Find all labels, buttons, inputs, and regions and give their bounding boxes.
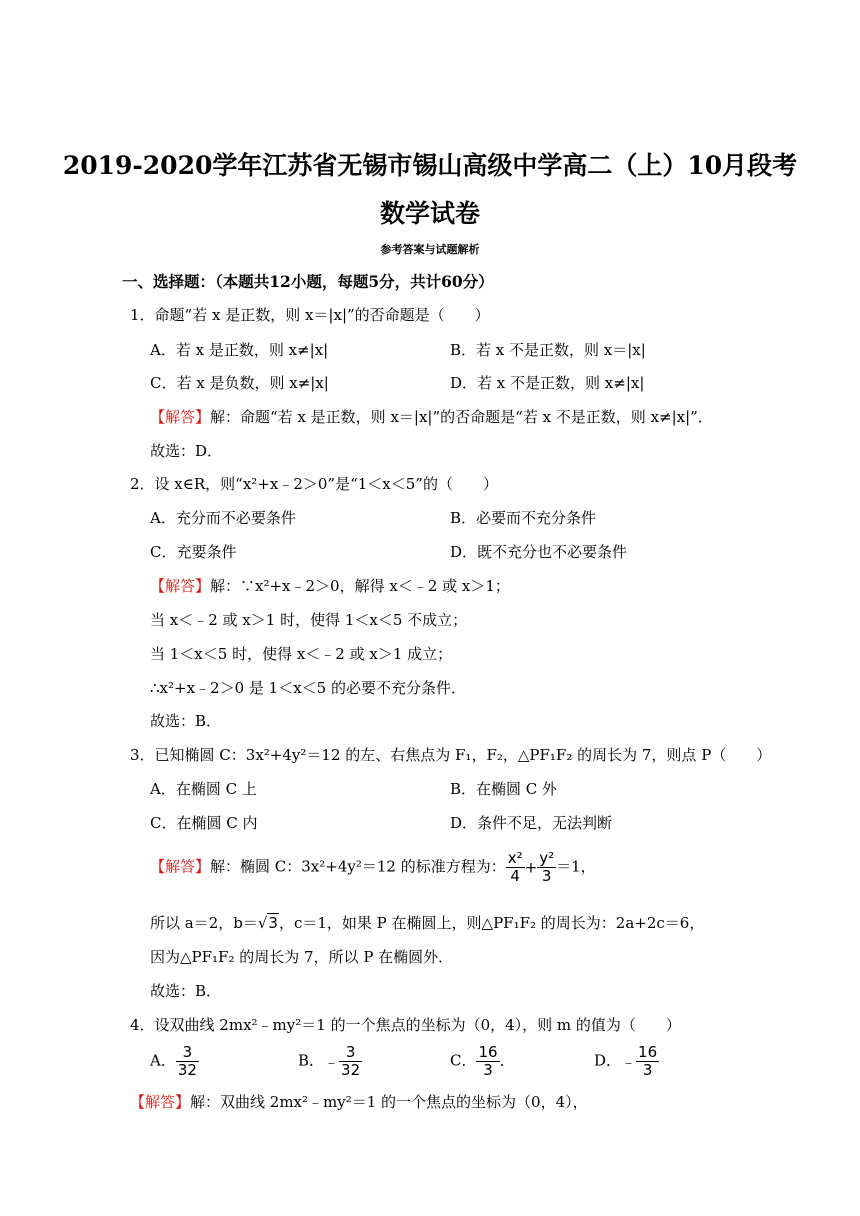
q1-stem: 1．命题“若 x 是正数，则 x＝|x|”的否命题是（ ） (130, 306, 490, 324)
fraction-neg-16-over-3: $\frac{16}{3}$ (638, 1043, 658, 1079)
doc-title-line2: 数学试卷 (379, 199, 480, 228)
q3-stem: 3．已知椭圆 C：3x²+4y²＝12 的左、右焦点为 F₁，F₂，△PF₁F₂ 的周长为 7，则点 P（ ） (130, 746, 772, 764)
q1-option-a: A．若 x 是正数，则 x≠|x| (150, 341, 329, 359)
fraction-x2-over-4: $\frac{\text{x²}}{4}$ (507, 849, 523, 885)
q1-option-c: C．若 x 是负数，则 x≠|x| (150, 374, 329, 392)
q4-option-b: B．﹣ $\frac{3}{32}$ (298, 1043, 361, 1079)
q2-option-d: D．既不充分也不必要条件 (450, 543, 628, 561)
answer-tag: 【解答】 (150, 577, 211, 595)
sqrt-3: √3 (257, 914, 278, 932)
q4-option-c: C． $\frac{16}{3}$ ． (450, 1043, 515, 1079)
q1-choose: 故选：D． (150, 442, 223, 460)
q2-solution-3: 当 1＜x＜5 时，使得 x＜﹣2 或 x＞1 成立； (150, 645, 453, 663)
q4-option-d: D．﹣ $\frac{16}{3}$ (594, 1043, 658, 1079)
q4-stem: 4．设双曲线 2mx²﹣my²＝1 的一个焦点的坐标为（0，4），则 m 的值为（ ） (130, 1016, 681, 1034)
answer-tag: 【解答】 (150, 857, 211, 876)
q3-solution-3: 因为△PF₁F₂ 的周长为 7，所以 P 在椭圆外． (150, 948, 454, 966)
q2-stem: 2．设 x∈R，则“x²+x﹣2＞0”是“1＜x＜5”的（ ） (130, 475, 498, 493)
fraction-16-over-3: $\frac{16}{3}$ (478, 1043, 498, 1079)
section-heading: 一、选择题：（本题共12小题，每题5分，共计60分） (122, 272, 494, 291)
q3-option-d: D．条件不足，无法判断 (450, 814, 613, 832)
q1-solution (150, 406, 713, 427)
fraction-y2-over-3: $\frac{\text{y²}}{3}$ (539, 849, 555, 885)
q2-option-b: B．必要而不充分条件 (450, 509, 597, 527)
q4-solution-1-text: 解：双曲线 2mx²﹣my²＝1 的一个焦点的坐标为（0，4）， (190, 1093, 588, 1111)
answer-tag: 【解答】 (150, 408, 211, 426)
q2-solution-1-text: 解：∵x²+x﹣2＞0，解得 x＜﹣2 或 x＞1； (210, 577, 510, 595)
q2-choose: 故选：B． (150, 712, 222, 730)
doc-title-line1: 2019-2020学年江苏省无锡市锡山高级中学高二（上）10月段考 (62, 151, 798, 180)
answer-tag: 【解答】 (130, 1093, 191, 1111)
q3-option-b: B．在椭圆 C 外 (450, 780, 558, 798)
fraction-3-over-32: $\frac{3}{32}$ (177, 1043, 197, 1079)
q3-option-a: A．在椭圆 C 上 (150, 780, 257, 798)
q3-solution-2: 所以 a＝2，b＝√3，c＝1，如果 P 在椭圆上，则△PF₁F₂ 的周长为：2a+2c＝6， (150, 914, 705, 932)
q4-option-a: A． $\frac{3}{32}$ (150, 1043, 197, 1079)
q2-solution-4: ∴x²+x﹣2＞0 是 1＜x＜5 的必要不充分条件． (150, 679, 466, 697)
q1-option-d: D．若 x 不是正数，则 x≠|x| (450, 374, 645, 392)
q1-option-b: B．若 x 不是正数，则 x＝|x| (450, 341, 646, 359)
q3-solution-1-text: 解：椭圆 C：3x²+4y²＝12 的标准方程为： (210, 857, 506, 876)
q2-option-a: A．充分而不必要条件 (150, 509, 296, 527)
q3-solution-1: 【解答】解：椭圆 C：3x²+4y²＝12 的标准方程为： $\frac{\text{x²}}{4}$ + $\frac{\text{y²}}{3}$ ＝1， (150, 849, 596, 885)
q2-option-c: C．充要条件 (150, 543, 237, 561)
q2-solution-2: 当 x＜﹣2 或 x＞1 时，使得 1＜x＜5 不成立； (150, 611, 468, 629)
q3-option-c: C．在椭圆 C 内 (150, 814, 258, 832)
fraction-neg-3-over-32: $\frac{3}{32}$ (341, 1043, 361, 1079)
q3-choose: 故选：B． (150, 982, 222, 1000)
q4-solution-1 (130, 1091, 588, 1112)
doc-subtitle: 参考答案与试题解析 (380, 243, 480, 256)
q2-solution-1 (150, 575, 510, 596)
q1-solution-text: 解：命题“若 x 是正数，则 x＝|x|”的否命题是“若 x 不是正数，则 x≠|x|”． (210, 408, 713, 426)
